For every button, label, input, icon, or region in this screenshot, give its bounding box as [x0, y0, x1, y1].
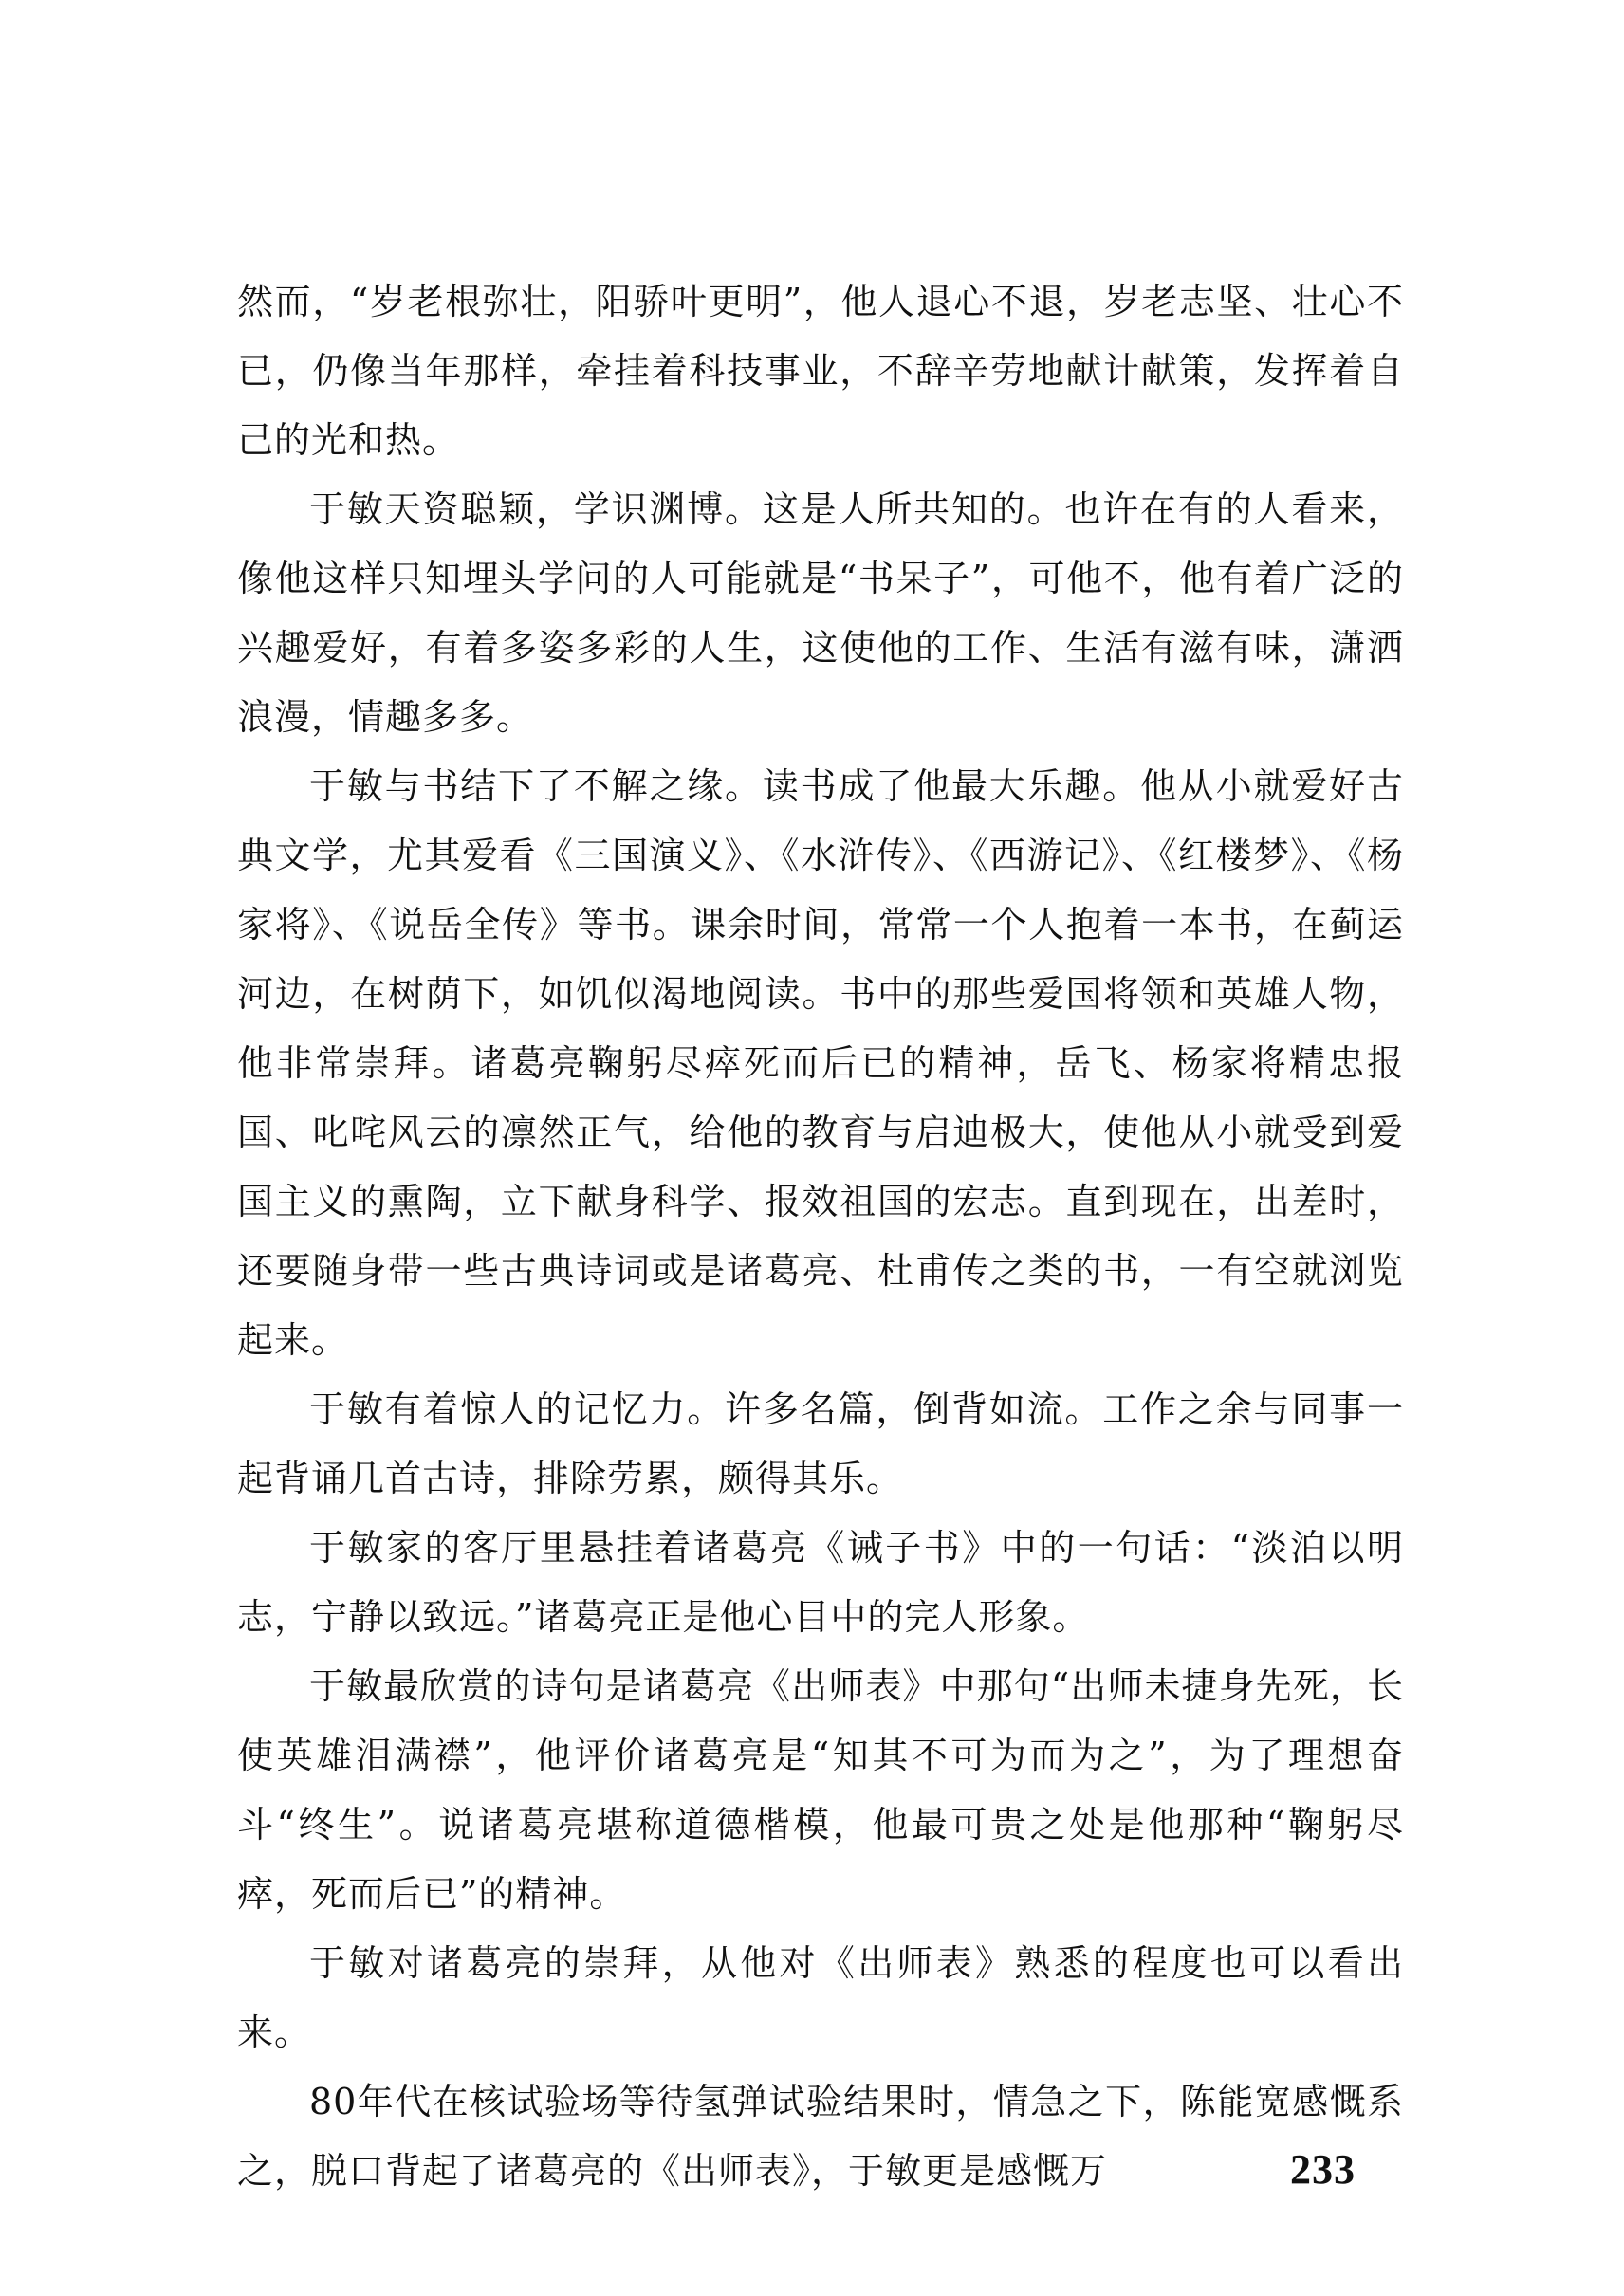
paragraph: 于敏有着惊人的记忆力。许多名篇，倒背如流。工作之余与同事一起背诵几首古诗，排除劳累，颇得其乐。 [237, 1388, 1404, 1499]
paragraph: 80年代在核试验场等待氢弹试验结果时，情急之下，陈能宽感慨系之，脱口背起了诸葛亮的《出师表》，于敏更是感慨万 [237, 2081, 1404, 2192]
page-number: 233 [1290, 2146, 1356, 2193]
paragraph: 于敏对诸葛亮的崇拜，从他对《出师表》熟悉的程度也可以看出来。 [237, 1942, 1404, 2053]
paragraph: 于敏最欣赏的诗句是诸葛亮《出师表》中那句“出师未捷身先死，长使英雄泪满襟”，他评价诸葛亮是“知其不可为而为之”，为了理想奋斗“终生”。说诸葛亮堪称道德楷模，他最可贵之处是他那种“鞠躬尽瘁，死而后已”的精神。 [237, 1665, 1404, 1915]
paragraph: 于敏家的客厅里悬挂着诸葛亮《诫子书》中的一句话：“淡泊以明志，宁静以致远。”诸葛亮正是他心目中的完人形象。 [237, 1527, 1404, 1638]
body-text [237, 267, 1404, 2206]
paragraph: 于敏天资聪颖，学识渊博。这是人所共知的。也许在有的人看来，像他这样只知埋头学问的人可能就是“书呆子”，可他不，他有着广泛的兴趣爱好，有着多姿多彩的人生，这使他的工作、生活有滋有味，潇洒浪漫，情趣多多。 [237, 488, 1404, 738]
paragraph: 于敏与书结下了不解之缘。读书成了他最大乐趣。他从小就爱好古典文学，尤其爱看《三国演义》、《水浒传》、《西游记》、《红楼梦》、《杨家将》、《说岳全传》等书。课余时间，常常一个人抱着一本书，在蓟运河边，在树荫下，如饥似渴地阅读。书中的那些爱国将领和英雄人物，他非常崇拜。诸葛亮鞠躬尽瘁死而后已的精神，岳飞、杨家将精忠报国、叱咤风云的凛然正气，给他的教育与启迪极大，使他从小就受到爱国主义的熏陶，立下献身科学、报效祖国的宏志。直到现在，出差时，还要随身带一些古典诗词或是诸葛亮、杜甫传之类的书，一有空就浏览起来。 [237, 765, 1404, 1361]
paragraph: 然而，“岁老根弥壮，阳骄叶更明”，他人退心不退，岁老志坚、壮心不已，仍像当年那样，牵挂着科技事业，不辞辛劳地献计献策，发挥着自己的光和热。 [237, 281, 1404, 461]
